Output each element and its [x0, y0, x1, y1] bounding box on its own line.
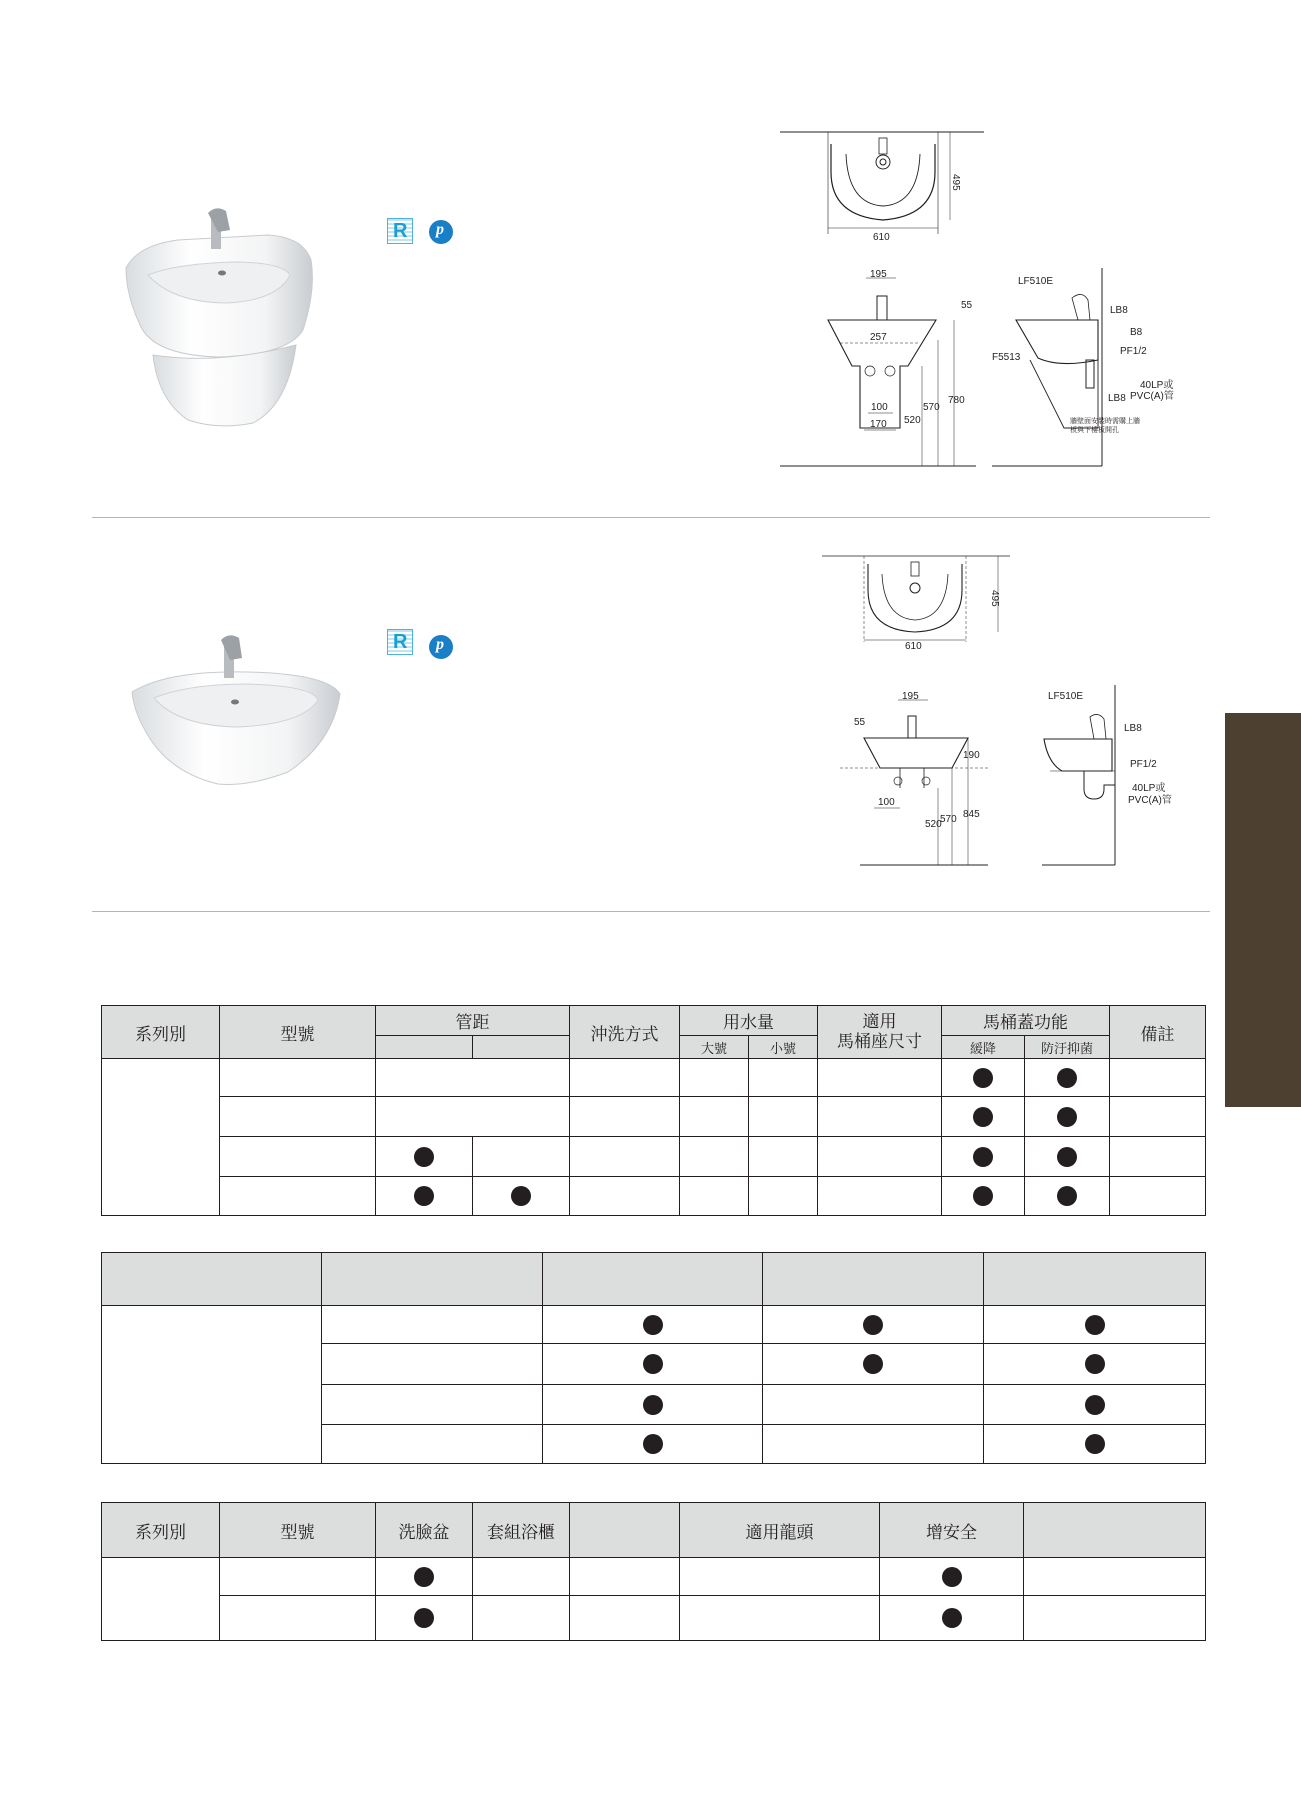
diagram-wallhung-front-view: [840, 690, 990, 870]
header-notes: 備註: [1110, 1006, 1206, 1059]
label-note-1: 牆壁面安裝時需購上牆: [1070, 418, 1140, 425]
cell-water-large: [680, 1137, 749, 1177]
dot-icon: [643, 1315, 663, 1335]
header-col-4: [763, 1253, 984, 1306]
dim-610: 610: [873, 232, 890, 240]
cell-antibac: [1025, 1097, 1110, 1137]
dim-55: 55: [961, 300, 973, 311]
dot-icon: [863, 1315, 883, 1335]
cell-slow: [942, 1059, 1025, 1097]
cell-col-4: [763, 1385, 984, 1425]
dim-520: 520: [925, 819, 942, 830]
label-pvc: PVC(A)管: [1130, 391, 1174, 402]
product-pedestal-photo: [118, 205, 318, 430]
cell-antibac: [1025, 1177, 1110, 1216]
label-pf12: PF1/2: [1130, 759, 1157, 770]
table-row: [102, 1137, 1206, 1177]
cell-col-4: [763, 1425, 984, 1464]
header-pipe-1: [376, 1036, 473, 1059]
cell-blank: [570, 1558, 680, 1596]
header-seat-line1: 適用: [862, 1012, 897, 1032]
header-col-5: [984, 1253, 1206, 1306]
side-tab: [1225, 713, 1301, 1107]
cell-model: [220, 1137, 376, 1177]
cell-model: [220, 1558, 376, 1596]
cell-water-large: [680, 1177, 749, 1216]
cell-seat: [818, 1137, 942, 1177]
dot-icon: [1057, 1068, 1077, 1088]
header-water-small: 小號: [749, 1036, 818, 1059]
label-lb8: LB8: [1124, 723, 1142, 734]
label-pf12: PF1/2: [1120, 346, 1147, 357]
divider-2: [92, 911, 1210, 912]
dot-icon: [973, 1186, 993, 1206]
dot-icon: [973, 1147, 993, 1167]
dim-257: 257: [870, 332, 887, 343]
label-lb8-top: LB8: [1110, 305, 1128, 316]
dot-icon: [414, 1186, 434, 1206]
cell-col-1: [102, 1306, 322, 1464]
cell-water-small: [749, 1059, 818, 1097]
cell-water-large: [680, 1059, 749, 1097]
label-40lp: 40LP或: [1132, 783, 1166, 794]
cell-model: [220, 1059, 376, 1097]
cell-cabinet: [473, 1558, 570, 1596]
dot-icon: [414, 1147, 434, 1167]
dim-190: 190: [963, 750, 980, 761]
table-row: [102, 1596, 1206, 1641]
dot-icon: [973, 1107, 993, 1127]
header-water-large: 大號: [680, 1036, 749, 1059]
cell-col-3: [543, 1385, 763, 1425]
cell-flush: [570, 1177, 680, 1216]
product-wallhung-photo: [128, 632, 348, 792]
dot-icon: [973, 1068, 993, 1088]
cell-water-small: [749, 1177, 818, 1216]
dot-icon: [1085, 1354, 1105, 1374]
cell-notes: [1110, 1097, 1206, 1137]
header-seat-line2: 馬桶座尺寸: [837, 1032, 922, 1052]
label-note-2: 板與下樓板開孔: [1070, 427, 1119, 434]
cell-model: [220, 1177, 376, 1216]
cell-water-small: [749, 1097, 818, 1137]
label-40lp: 40LP或: [1140, 380, 1174, 391]
label-lb8-bottom: LB8: [1108, 393, 1126, 404]
header-lid-slow: 緩降: [942, 1036, 1025, 1059]
cell-series: [102, 1059, 220, 1216]
cell-slow: [942, 1137, 1025, 1177]
label-b8: B8: [1130, 327, 1143, 338]
cell-blank: [570, 1596, 680, 1641]
dot-icon: [1057, 1107, 1077, 1127]
spec-table-toilet: [101, 1005, 1206, 1216]
header-pipe-2: [473, 1036, 570, 1059]
cell-seat: [818, 1059, 942, 1097]
diagram-wallhung-side-view: [1040, 685, 1190, 870]
dot-icon: [643, 1354, 663, 1374]
cell-cabinet: [473, 1596, 570, 1641]
header-lid-antibac: 防汙抑菌: [1025, 1036, 1110, 1059]
dot-icon: [942, 1567, 962, 1587]
dot-icon: [1057, 1186, 1077, 1206]
cell-water-small: [749, 1137, 818, 1177]
dot-icon: [942, 1608, 962, 1628]
cell-col-2: [322, 1306, 543, 1344]
cell-water-large: [680, 1097, 749, 1137]
cell-col-3: [543, 1344, 763, 1385]
cell-col-2: [322, 1425, 543, 1464]
cell-flush: [570, 1059, 680, 1097]
cell-col-5: [984, 1344, 1206, 1385]
dot-icon: [1057, 1147, 1077, 1167]
table-row: [102, 1306, 1206, 1344]
header-col-3: [543, 1253, 763, 1306]
cell-col-3: [543, 1425, 763, 1464]
cell-basin: [376, 1596, 473, 1641]
cell-antibac: [1025, 1137, 1110, 1177]
label-pvc: PVC(A)管: [1128, 795, 1172, 806]
dim-170: 170: [870, 419, 887, 430]
table-row: [102, 1059, 1206, 1097]
dim-520: 520: [904, 415, 921, 426]
cell-notes: [1110, 1059, 1206, 1097]
badge-p-mark-icon: p: [429, 635, 453, 659]
divider-1: [92, 517, 1210, 518]
dim-100: 100: [878, 797, 895, 808]
cell-pipe-merged: [376, 1059, 570, 1097]
dot-icon: [414, 1567, 434, 1587]
header-water: 用水量: [680, 1006, 818, 1036]
header-pipe-distance: 管距: [376, 1006, 570, 1036]
dot-icon: [414, 1608, 434, 1628]
cell-flush: [570, 1097, 680, 1137]
badge-r-mark-icon: R: [387, 629, 413, 655]
header-blank-2: [1024, 1503, 1206, 1558]
dim-495: 495: [950, 174, 961, 191]
dim-780: 780: [948, 395, 965, 406]
header-col-2: [322, 1253, 543, 1306]
dim-195: 195: [902, 691, 919, 702]
dim-55: 55: [854, 717, 866, 728]
cell-blank-2: [1024, 1596, 1206, 1641]
label-f5513: F5513: [992, 352, 1021, 363]
header-flush: 沖洗方式: [570, 1006, 680, 1059]
cell-col-4: [763, 1344, 984, 1385]
table-row: [102, 1097, 1206, 1137]
cell-col-5: [984, 1385, 1206, 1425]
cell-seat: [818, 1177, 942, 1216]
cell-model: [220, 1596, 376, 1641]
dim-495: 495: [989, 590, 1000, 607]
header-cabinet: 套組浴櫃: [473, 1503, 570, 1558]
header-series: 系列別: [102, 1503, 220, 1558]
badge-p-mark-icon: p: [429, 220, 453, 244]
header-seat: [818, 1006, 942, 1059]
diagram-pedestal-front-view: [778, 268, 978, 468]
spec-table-basin: [101, 1502, 1206, 1641]
cell-notes: [1110, 1177, 1206, 1216]
cell-faucet: [680, 1558, 880, 1596]
diagram-pedestal-side-view: [990, 268, 1200, 468]
dot-icon: [863, 1354, 883, 1374]
cell-basin: [376, 1558, 473, 1596]
cell-col-5: [984, 1425, 1206, 1464]
cell-safety: [880, 1558, 1024, 1596]
diagram-pedestal-top-view: [778, 124, 998, 240]
table-row: [102, 1558, 1206, 1596]
cell-pipe-2: [473, 1177, 570, 1216]
header-col-1: [102, 1253, 322, 1306]
header-series: 系列別: [102, 1006, 220, 1059]
dot-icon: [511, 1186, 531, 1206]
diagram-wallhung-top-view: [820, 550, 1020, 650]
header-lid: 馬桶蓋功能: [942, 1006, 1110, 1036]
cell-antibac: [1025, 1059, 1110, 1097]
dim-100: 100: [871, 402, 888, 413]
dim-570: 570: [923, 402, 940, 413]
cell-slow: [942, 1097, 1025, 1137]
cell-pipe-merged: [376, 1097, 570, 1137]
cell-slow: [942, 1177, 1025, 1216]
dim-570: 570: [940, 814, 957, 825]
dot-icon: [1085, 1315, 1105, 1335]
cell-col-4: [763, 1306, 984, 1344]
cell-col-5: [984, 1306, 1206, 1344]
cell-seat: [818, 1097, 942, 1137]
dot-icon: [1085, 1434, 1105, 1454]
dot-icon: [643, 1395, 663, 1415]
cell-model: [220, 1097, 376, 1137]
cell-pipe-2: [473, 1137, 570, 1177]
cell-notes: [1110, 1137, 1206, 1177]
header-faucet: 適用龍頭: [680, 1503, 880, 1558]
cell-pipe-1: [376, 1177, 473, 1216]
header-safety: 增安全: [880, 1503, 1024, 1558]
header-basin: 洗臉盆: [376, 1503, 473, 1558]
dot-icon: [643, 1434, 663, 1454]
dim-845: 845: [963, 809, 980, 820]
dim-610: 610: [905, 641, 922, 650]
header-model: 型號: [220, 1503, 376, 1558]
cell-blank-2: [1024, 1558, 1206, 1596]
label-lf510e: LF510E: [1018, 276, 1054, 287]
cell-flush: [570, 1137, 680, 1177]
label-lf510e: LF510E: [1048, 691, 1084, 702]
cell-pipe-1: [376, 1137, 473, 1177]
header-blank: [570, 1503, 680, 1558]
table-row: [102, 1177, 1206, 1216]
cell-col-3: [543, 1306, 763, 1344]
badge-r-mark-icon: R: [387, 218, 413, 244]
cell-safety: [880, 1596, 1024, 1641]
spec-table-2: [101, 1252, 1206, 1464]
cell-col-2: [322, 1385, 543, 1425]
cell-col-2: [322, 1344, 543, 1385]
cell-faucet: [680, 1596, 880, 1641]
header-model: 型號: [220, 1006, 376, 1059]
dot-icon: [1085, 1395, 1105, 1415]
dim-195: 195: [870, 269, 887, 280]
cell-series: [102, 1558, 220, 1641]
